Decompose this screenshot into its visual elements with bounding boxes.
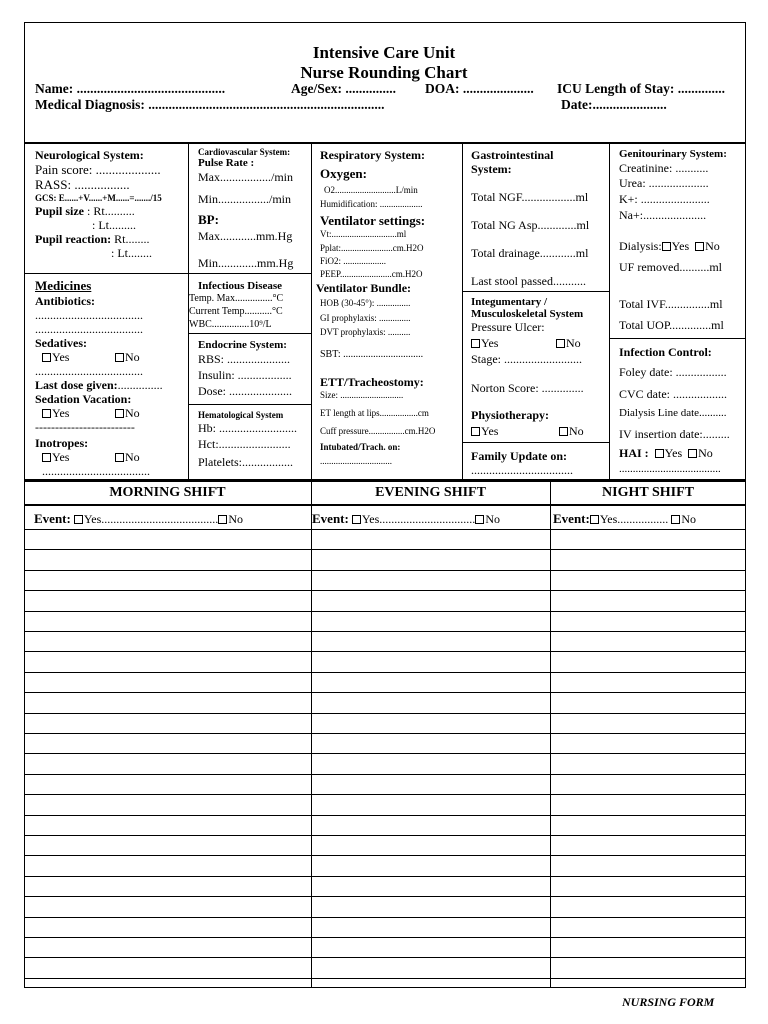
ventilator-bundle-label: Ventilator Bundle: [316,281,412,295]
gi-section-title-line2: System: [471,162,512,176]
infection-control-label: Infection Control: [619,345,712,359]
table-row-line [24,611,746,612]
humidification-field[interactable]: Humidification: ................... [320,199,423,209]
table-row-line [24,917,746,918]
yes-label: Yes [52,350,70,364]
physiotherapy-label: Physiotherapy: [471,408,549,422]
event-yes-field[interactable]: Yes................................ [361,512,476,526]
pupil-size-row [35,204,135,219]
hai-label: HAI : [619,446,649,460]
dose-field[interactable]: Dose: ..................... [198,384,292,398]
uf-removed-field[interactable]: UF removed..........ml [619,260,722,274]
creatinine-field[interactable]: Creatinine: ........... [619,161,709,175]
table-row-line [24,835,746,836]
checkbox-icon[interactable] [74,515,83,524]
pressure-ulcer-yes[interactable] [471,336,498,351]
total-ng-asp-field[interactable]: Total NG Asp.............ml [471,218,590,232]
insulin-field[interactable]: Insulin: .................. [198,368,292,382]
table-row-line [24,529,746,530]
infectious-disease-title: Infectious Disease [198,280,283,292]
table-row-line [24,794,746,795]
checkbox-icon[interactable] [475,515,484,524]
yes-label: Yes [52,450,70,464]
pupil-size-rt-field[interactable]: : Rt.......... [87,204,135,218]
icu-length-of-stay-field[interactable]: ICU Length of Stay: .............. [557,81,726,96]
antibiotics-line-1[interactable]: .................................... [35,308,143,322]
hb-field[interactable]: Hb: .......................... [198,421,297,435]
checkbox-icon[interactable] [662,242,671,251]
hct-field[interactable]: Hct:........................ [198,437,291,451]
hematological-section-title: Hematological System [198,410,284,420]
pulse-max-field[interactable]: Max................./min [198,170,293,184]
checkbox-icon[interactable] [352,515,361,524]
family-update-field[interactable]: .................................. [471,463,573,477]
urea-field[interactable]: Urea: .................... [619,176,709,190]
sedatives-label: Sedatives: [35,336,87,350]
table-row-line [24,651,746,652]
medical-diagnosis-field[interactable]: Medical Diagnosis: ...................................................................... [35,97,385,112]
dialysis-label: Dialysis: [619,239,662,253]
last-dose-row [35,378,163,393]
sedation-vacation-label: Sedation Vacation: [35,392,132,406]
ett-tracheostomy-label: ETT/Tracheostomy: [320,375,424,389]
table-row-line [24,672,746,673]
last-dose-label: Last dose given: [35,378,118,392]
checkbox-icon[interactable] [671,515,680,524]
grid-divider [24,273,311,274]
yes-label: Yes [481,336,499,350]
event-label: Event: [553,511,590,526]
bp-max-field[interactable]: Max............mm.Hg [198,229,293,243]
bp-min-field[interactable]: Min.............mm.Hg [198,256,294,270]
checkbox-icon[interactable] [42,409,51,418]
no-label: No [125,350,140,364]
shift-table [24,480,746,988]
iv-insertion-date-field[interactable]: IV insertion date:......... [619,427,730,441]
respiratory-section-title: Respiratory System: [320,148,425,162]
evening-event-row [312,511,500,527]
table-row-line [24,937,746,938]
grid-divider [188,404,311,405]
checkbox-icon[interactable] [115,453,124,462]
name-field[interactable]: Name: ............................................ [35,81,226,96]
no-label: No [705,239,720,253]
table-row-line [24,570,746,571]
night-shift-header: NIGHT SHIFT [602,485,694,500]
checkbox-icon[interactable] [471,427,480,436]
last-stool-field[interactable]: Last stool passed........... [471,274,586,288]
total-ngf-field[interactable]: Total NGF..................ml [471,190,589,204]
checkbox-icon[interactable] [590,515,599,524]
event-yes-field[interactable]: Yes....................................... [83,512,219,526]
night-event-row [553,511,696,527]
gi-prophylaxis-field[interactable]: GI prophylaxis: .............. [320,313,411,323]
event-label: Event: [34,511,71,526]
table-row-line [24,590,746,591]
platelets-field[interactable]: Platelets:................. [198,455,293,469]
oxygen-label: Oxygen: [320,166,367,181]
table-row-line [24,753,746,754]
grid-divider [311,143,312,480]
cardiovascular-section-title: Cardiovascular System: [198,147,291,157]
no-label: No [698,446,713,460]
peep-field[interactable]: PEEP.......................cm.H2O [320,269,423,279]
checkbox-icon[interactable] [688,449,697,458]
total-uop-field[interactable]: Total UOP..............ml [619,318,724,332]
o2-field[interactable]: O2...........................L/min [324,185,418,195]
inotropes-no[interactable] [115,450,140,465]
table-row-line [24,733,746,734]
shift-header-border [24,481,746,482]
family-update-label: Family Update on: [471,449,567,463]
form-title-line1: Intensive Care Unit [312,43,456,62]
evening-shift-header: EVENING SHIFT [375,485,486,500]
potassium-field[interactable]: K+: ....................... [619,192,710,206]
table-row-line [24,815,746,816]
dialysis-row [619,239,720,254]
fio2-field[interactable]: FiO2: ................... [320,256,387,266]
grid-divider [609,338,746,339]
checkbox-icon[interactable] [42,353,51,362]
pupil-reaction-label: Pupil reaction: [35,232,112,246]
pupil-size-label: Pupil size [35,204,85,218]
gi-section-title-line1: Gastrointestinal [471,148,554,162]
pulse-min-field[interactable]: Min................./min [198,192,292,206]
no-label: No [125,406,140,420]
pupil-reaction-lt-field[interactable]: : Lt........ [111,246,152,260]
no-label: No [681,512,696,526]
doa-field[interactable]: DOA: ..................... [425,81,534,96]
pupil-size-lt-field[interactable]: : Lt......... [92,218,136,232]
shift-divider [311,480,312,988]
total-ivf-field[interactable]: Total IVF...............ml [619,297,723,311]
ventilator-settings-label: Ventilator settings: [320,213,426,228]
inotropes-line[interactable]: .................................... [42,464,150,478]
grid-divider [462,442,609,443]
morning-event-row [34,511,243,527]
event-label: Event: [312,511,349,526]
sbt-field[interactable]: SBT: ................................ [320,349,424,360]
checkbox-icon[interactable] [115,409,124,418]
last-dose-field[interactable]: ............... [117,378,163,392]
medicines-section-title: Medicines [35,278,92,293]
table-row-line [24,713,746,714]
integumentary-title-line2: Musculoskeletal System [471,308,584,320]
form-title-line2: Nurse Rounding Chart [300,63,468,82]
sedatives-no[interactable] [115,350,140,365]
hai-row [619,446,713,461]
table-row-line [24,631,746,632]
checkbox-icon[interactable] [471,339,480,348]
pressure-ulcer-no[interactable] [556,336,581,351]
table-row-line [24,692,746,693]
genitourinary-section-title: Genitourinary System: [619,148,727,160]
table-row-line [24,957,746,958]
pupil-reaction-rt-field[interactable]: Rt........ [114,232,150,246]
bp-label: BP: [198,212,219,227]
endocrine-section-title: Endocrine System: [198,339,287,351]
sedation-vacation-yes[interactable] [42,406,69,421]
total-drainage-field[interactable]: Total drainage............ml [471,246,589,260]
table-row-line [24,896,746,897]
yes-label: Yes [52,406,70,420]
event-yes-field[interactable]: Yes................. [599,512,669,526]
date-field[interactable]: Date:...................... [561,97,667,112]
yes-label: Yes [664,446,683,460]
pupil-reaction-row [35,232,149,247]
inotropes-yes[interactable] [42,450,69,465]
checkbox-icon[interactable] [559,427,568,436]
hob-field[interactable]: HOB (30-45°): ............... [320,298,411,308]
dialysis-line-date-field[interactable]: Dialysis Line date.......... [619,407,727,419]
pulse-rate-label: Pulse Rate : [198,157,255,169]
integumentary-title-line1: Integumentary / [471,296,548,308]
no-label: No [125,450,140,464]
wbc-field[interactable]: WBC...............10⁹/L [189,319,272,330]
cvc-date-field[interactable]: CVC date: .................. [619,387,727,401]
vt-field[interactable]: Vt:.............................ml [320,229,407,239]
stage-field[interactable]: Stage: .......................... [471,352,582,366]
antibiotics-line-2[interactable]: .................................... [35,322,143,336]
no-label: No [569,424,584,438]
checkbox-icon[interactable] [695,242,704,251]
pplat-field[interactable]: Pplat:.......................cm.H2O [320,243,424,253]
sedation-vacation-no[interactable] [115,406,140,421]
intubated-label: Intubated/Trach. on: [320,442,401,452]
et-length-field[interactable]: ET length at lips.................cm [320,408,429,418]
sedatives-yes[interactable] [42,350,69,365]
gcs-field[interactable]: GCS: E......+V......+M......=......./15 [35,193,162,203]
rbs-field[interactable]: RBS: ..................... [198,352,291,366]
physiotherapy-no[interactable] [559,424,584,439]
checkbox-icon[interactable] [556,339,565,348]
table-row-line [24,876,746,877]
yes-label: Yes [481,424,499,438]
sodium-field[interactable]: Na+:..................... [619,208,707,222]
table-row-line [24,855,746,856]
temp-max-field[interactable]: Temp. Max...............°C [189,293,284,304]
no-label: No [566,336,581,350]
pressure-ulcer-label: Pressure Ulcer: [471,320,545,334]
table-row-line [24,978,746,979]
divider-dashes: ------------------------- [35,420,135,434]
dvt-prophylaxis-field[interactable]: DVT prophylaxis: .......... [320,327,411,337]
checkbox-icon[interactable] [655,449,664,458]
age-sex-field[interactable]: Age/Sex: ............... [291,81,396,96]
rass-field[interactable]: RASS: ................. [35,177,130,192]
intubated-field[interactable]: ................................ [320,456,392,466]
no-label: No [485,512,500,526]
grid-divider [188,333,311,334]
table-row-line [24,774,746,775]
neurological-section-title: Neurological System: [35,148,144,162]
checkbox-icon[interactable] [218,515,227,524]
hai-field[interactable]: ..................................... [619,463,721,475]
norton-score-field[interactable]: Norton Score: .............. [471,381,584,395]
table-row-line [24,549,746,550]
grid-divider [462,291,609,292]
ett-size-field[interactable]: Size: ............................ [320,390,404,400]
physiotherapy-yes[interactable] [471,424,498,439]
morning-shift-header: MORNING SHIFT [109,485,226,500]
checkbox-icon[interactable] [42,453,51,462]
no-label: No [228,512,243,526]
grid-divider [609,143,610,480]
checkbox-icon[interactable] [115,353,124,362]
shift-divider [550,480,551,988]
yes-label: Yes [671,239,690,253]
current-temp-field[interactable]: Current Temp...........°C [189,306,283,317]
pain-score-field[interactable]: Pain score: .................... [35,162,161,177]
nursing-form-footer: NURSING FORM [622,995,715,1009]
cuff-pressure-field[interactable]: Cuff pressure................cm.H2O [320,426,436,436]
shift-header-border [24,504,746,506]
sedatives-line[interactable]: .................................... [35,364,143,378]
grid-divider [462,143,463,480]
foley-date-field[interactable]: Foley date: ................. [619,365,727,379]
antibiotics-label: Antibiotics: [35,294,95,308]
inotropes-label: Inotropes: [35,436,89,450]
